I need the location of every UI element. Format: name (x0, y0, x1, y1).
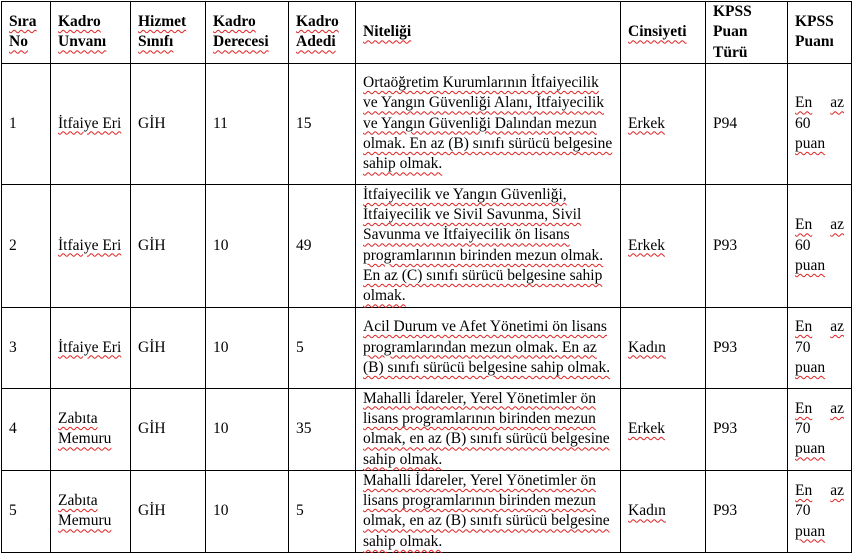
header-kadro-derecesi-label: Kadro Derecesi (213, 13, 269, 51)
cinsiyeti-text: Erkek (628, 114, 666, 132)
kpss-puani-value: 60 (795, 236, 811, 254)
cell-hizmet-sinifi: GİH (131, 184, 206, 307)
cell-kpss-puan-turu: P93 (706, 184, 788, 307)
table-row (2, 63, 852, 184)
kpss-puani-unit: puan (795, 256, 826, 274)
cell-hizmet-sinifi: GİH (131, 63, 206, 184)
table-row (2, 184, 852, 307)
cell-sira-no: 2 (2, 184, 51, 307)
cell-kadro-derecesi: 10 (206, 470, 289, 552)
table-row (2, 307, 852, 388)
cell-kpss-puani (788, 470, 852, 552)
kpss-puani-unit: puan (795, 522, 826, 540)
cell-kadro-adedi: 5 (289, 470, 356, 552)
kadro-unvani-text: İtfaiye Eri (58, 338, 122, 356)
kpss-puani-value: 60 (795, 114, 811, 132)
cinsiyeti-text: Erkek (628, 420, 666, 438)
cell-kpss-puan-turu: P93 (706, 388, 788, 470)
cell-niteligi (356, 307, 621, 388)
cell-cinsiyeti (621, 184, 706, 307)
kpss-puani-value: 70 (795, 338, 811, 356)
table-row (2, 388, 852, 470)
header-kpss-puan-turu-label: KPSS Puan Türü (713, 3, 752, 61)
cinsiyeti-text: Kadın (628, 502, 666, 520)
kadro-unvani-text: İtfaiye Eri (58, 236, 122, 254)
cell-kadro-derecesi: 10 (206, 307, 289, 388)
header-niteligi (356, 2, 621, 64)
header-kadro-unvani (51, 2, 131, 64)
cell-kadro-unvani (51, 307, 131, 388)
kpss-puani-text: En (795, 399, 813, 417)
header-kadro-unvani-label: Kadro Unvanı (58, 13, 107, 51)
cell-niteligi (356, 184, 621, 307)
header-hizmet-sinifi-label: Hizmet Sınıfı (138, 13, 187, 51)
cell-kpss-puani (788, 307, 852, 388)
cell-sira-no: 3 (2, 307, 51, 388)
cell-kadro-adedi: 35 (289, 388, 356, 470)
header-cinsiyeti (621, 2, 706, 64)
kpss-puani-text: az (830, 399, 844, 417)
header-sira-no (2, 2, 51, 64)
header-kpss-puani (788, 2, 852, 64)
cell-kadro-derecesi: 11 (206, 63, 289, 184)
kpss-puani-text: az (830, 216, 844, 234)
cell-cinsiyeti (621, 307, 706, 388)
niteligi-text: Acil Durum ve Afet Yönetimi ön lisans programlarından mezun olmak. En az (B) sınıfı sürücü belgesine sahip olmak. (363, 318, 611, 376)
cell-kadro-adedi: 49 (289, 184, 356, 307)
kpss-puani-text: az (830, 482, 844, 499)
cell-niteligi (356, 470, 621, 552)
header-cinsiyeti-label: Cinsiyeti (628, 23, 687, 41)
cell-kadro-unvani (51, 388, 131, 470)
cell-kadro-derecesi: 10 (206, 184, 289, 307)
cell-kadro-unvani (51, 470, 131, 552)
cell-hizmet-sinifi: GİH (131, 470, 206, 552)
cell-kadro-adedi: 15 (289, 63, 356, 184)
table-row (2, 470, 852, 552)
cell-kadro-unvani (51, 184, 131, 307)
header-niteligi-label: Niteliği (363, 23, 412, 41)
cell-niteligi (356, 388, 621, 470)
cell-hizmet-sinifi: GİH (131, 388, 206, 470)
kadro-unvani-text: İtfaiye Eri (58, 114, 122, 132)
header-hizmet-sinifi (131, 2, 206, 64)
kpss-puani-text: En (795, 216, 813, 234)
cell-kpss-puani (788, 63, 852, 184)
kpss-puani-unit: puan (795, 358, 826, 376)
cell-kpss-puan-turu: P93 (706, 470, 788, 552)
kpss-puani-text: En (795, 482, 813, 499)
niteligi-text: Mahalli İdareler, Yerel Yönetimler ön lisans programlarının birinden mezun olmak, en az (B) sınıfı sürücü belgesine sahip olmak. (363, 389, 610, 468)
header-kpss-puan-turu (706, 2, 788, 64)
kpss-puani-text: az (830, 318, 844, 336)
cinsiyeti-text: Kadın (628, 338, 666, 356)
cell-cinsiyeti (621, 470, 706, 552)
header-kpss-puani-label: KPSS Puanı (795, 13, 834, 51)
kpss-puani-unit: puan (795, 135, 826, 153)
header-kadro-adedi-label: Kadro Adedi (296, 13, 339, 51)
cinsiyeti-text: Erkek (628, 236, 666, 254)
niteligi-text: İtfaiyecilik ve Yangın Güvenliği, İtfaiyecilik ve Sivil Savunma, Sivil Savunma ve İtfaiyecilik ön lisans programlarının birinden mezun olmak. En az (C) sınıfı sürücü belgesine sahip olmak. (363, 185, 604, 305)
cell-kadro-unvani (51, 63, 131, 184)
kpss-puani-text: En (795, 318, 813, 336)
header-row (2, 2, 852, 64)
cell-kadro-adedi: 5 (289, 307, 356, 388)
cell-sira-no: 5 (2, 470, 51, 552)
header-sira-no-label: Sıra No (9, 13, 37, 51)
header-kadro-adedi (289, 2, 356, 64)
cell-kpss-puan-turu: P94 (706, 63, 788, 184)
kpss-puani-text: En (795, 94, 813, 112)
kpss-puani-value: 70 (795, 420, 811, 438)
cell-sira-no: 4 (2, 388, 51, 470)
cell-kpss-puani (788, 388, 852, 470)
niteligi-text: Ortaöğretim Kurumlarının İtfaiyecilik ve Yangın Güvenliği Alanı, İtfaiyecilik ve Yangın Güvenliği Dalından mezun olmak. En az (B) sınıfı sürücü belgesine sahip olmak. (363, 74, 613, 173)
cell-cinsiyeti (621, 63, 706, 184)
kpss-puani-unit: puan (795, 440, 826, 458)
niteligi-text: Mahalli İdareler, Yerel Yönetimler ön lisans programlarının birinden mezun olmak, en az (B) sınıfı sürücü belgesine sahip olmak. (363, 471, 610, 550)
kadro-table (1, 1, 852, 553)
cell-kpss-puan-turu: P93 (706, 307, 788, 388)
cell-kpss-puani (788, 184, 852, 307)
cell-sira-no: 1 (2, 63, 51, 184)
cell-cinsiyeti (621, 388, 706, 470)
kpss-puani-value: 70 (795, 502, 811, 520)
cell-kadro-derecesi: 10 (206, 388, 289, 470)
header-kadro-derecesi (206, 2, 289, 64)
kadro-unvani-text: Zabıta Memuru (58, 409, 112, 448)
cell-hizmet-sinifi: GİH (131, 307, 206, 388)
cell-niteligi (356, 63, 621, 184)
kpss-puani-text: az (830, 94, 844, 112)
kadro-unvani-text: Zabıta Memuru (58, 492, 112, 530)
